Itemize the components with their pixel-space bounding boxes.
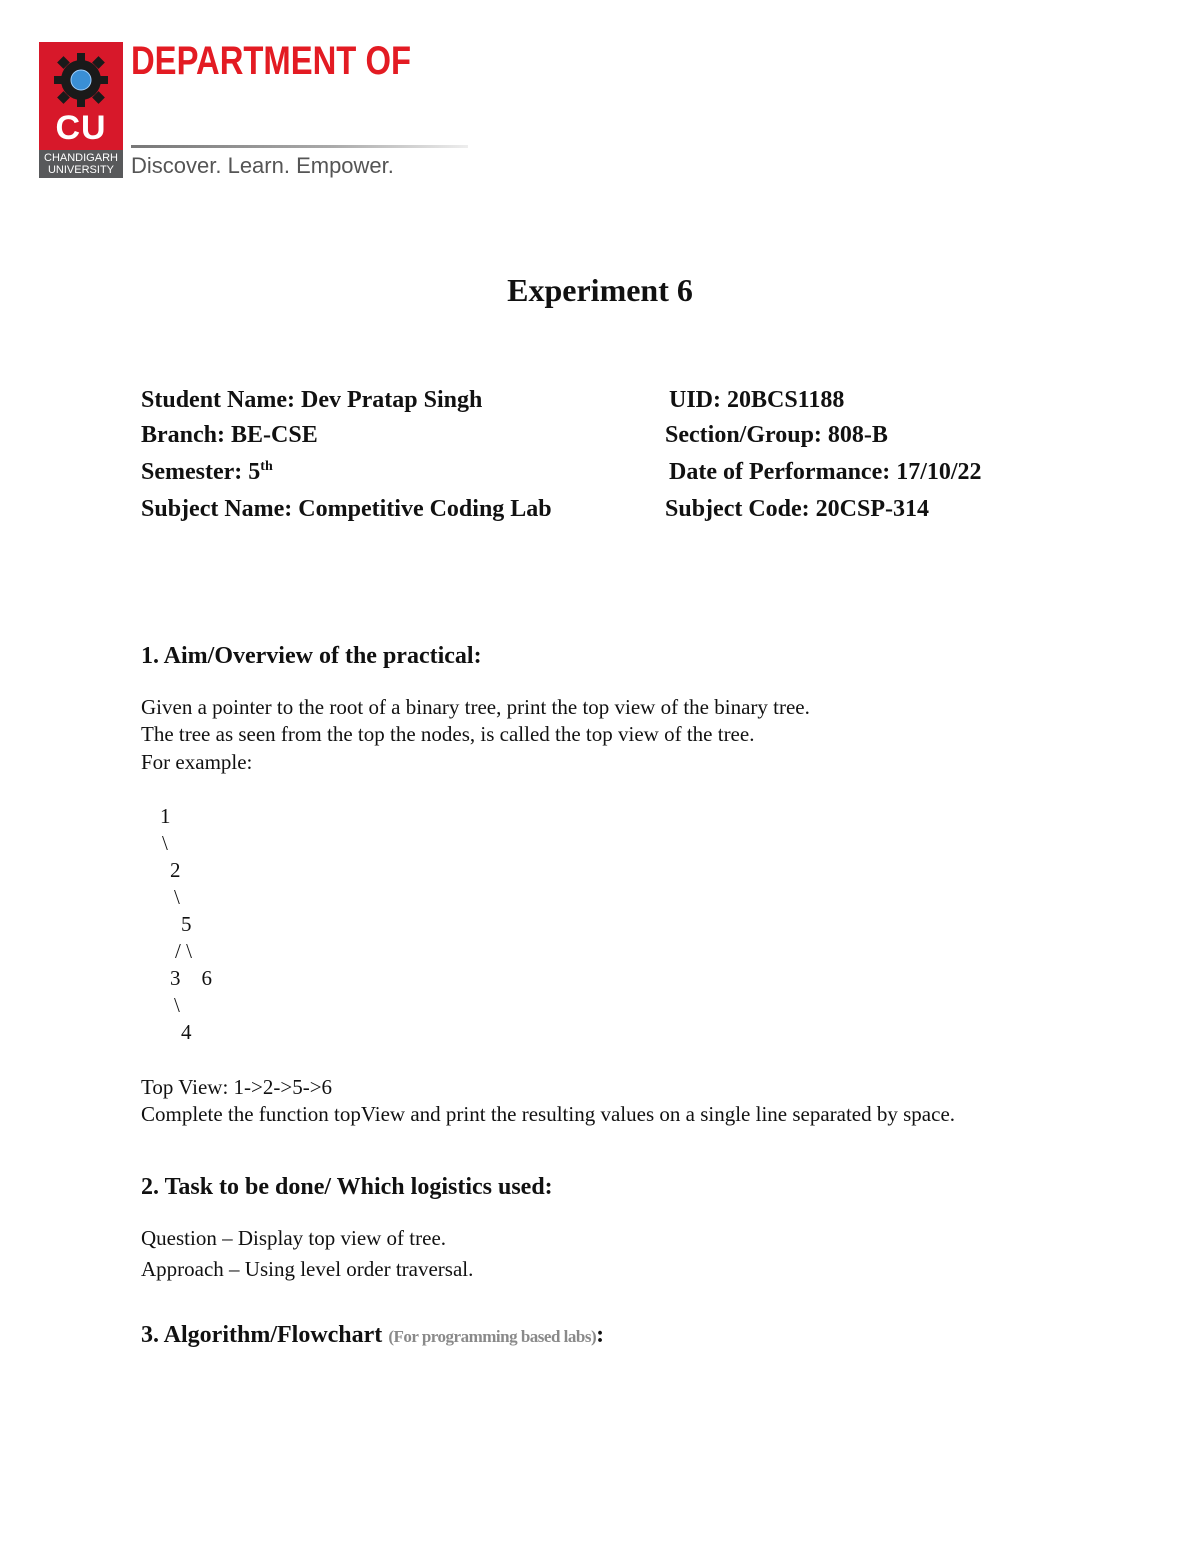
logo-text: CU	[55, 109, 107, 147]
branch: Branch: BE-CSE	[141, 422, 318, 448]
section-3-note: (For programming based labs)	[388, 1327, 597, 1346]
tree-edge: \	[174, 885, 180, 909]
semester: Semester: 5th	[141, 459, 273, 485]
section-3-heading: 3. Algorithm/Flowchart (For programming based labs):	[141, 1322, 605, 1348]
page-title: Experiment 6	[507, 272, 693, 308]
aim-line-3: For example:	[141, 750, 253, 774]
subject-code: Subject Code: 20CSP-314	[665, 496, 929, 522]
tree-node: 1	[160, 804, 171, 828]
logo-university-name: CHANDIGARH UNIVERSITY	[39, 150, 123, 178]
tree-node: 4	[181, 1020, 192, 1044]
tree-node: 2	[170, 858, 181, 882]
tree-edge: / \	[175, 939, 192, 963]
header-divider	[131, 145, 468, 148]
aim-line-1: Given a pointer to the root of a binary tree, print the top view of the binary tree.	[141, 695, 810, 719]
tagline: Discover. Learn. Empower.	[131, 153, 394, 178]
question-line: Question – Display top view of tree.	[141, 1226, 447, 1250]
approach-line: Approach – Using level order traversal.	[141, 1257, 474, 1281]
tree-node: 3 6	[170, 966, 212, 990]
gear-globe-icon	[51, 50, 111, 110]
top-view-line: Top View: 1->2->5->6	[141, 1075, 333, 1099]
tree-edge: \	[174, 993, 180, 1017]
subject-name: Subject Name: Competitive Coding Lab	[141, 496, 552, 522]
aim-line-2: The tree as seen from the top the nodes, is called the top view of the tree.	[141, 722, 755, 746]
complete-function-line: Complete the function topView and print the resulting values on a single line separated by space.	[141, 1102, 956, 1126]
department-title: DEPARTMENT OF	[131, 39, 412, 83]
tree-node: 5	[181, 912, 192, 936]
section-group: Section/Group: 808-B	[665, 422, 888, 448]
section-2-heading: 2. Task to be done/ Which logistics used:	[141, 1174, 553, 1200]
tree-edge: \	[162, 831, 168, 855]
section-1-heading: 1. Aim/Overview of the practical:	[141, 643, 482, 669]
date-of-performance: Date of Performance: 17/10/22	[669, 459, 982, 485]
student-name: Student Name: Dev Pratap Singh	[141, 387, 483, 413]
uid: UID: 20BCS1188	[669, 387, 845, 413]
